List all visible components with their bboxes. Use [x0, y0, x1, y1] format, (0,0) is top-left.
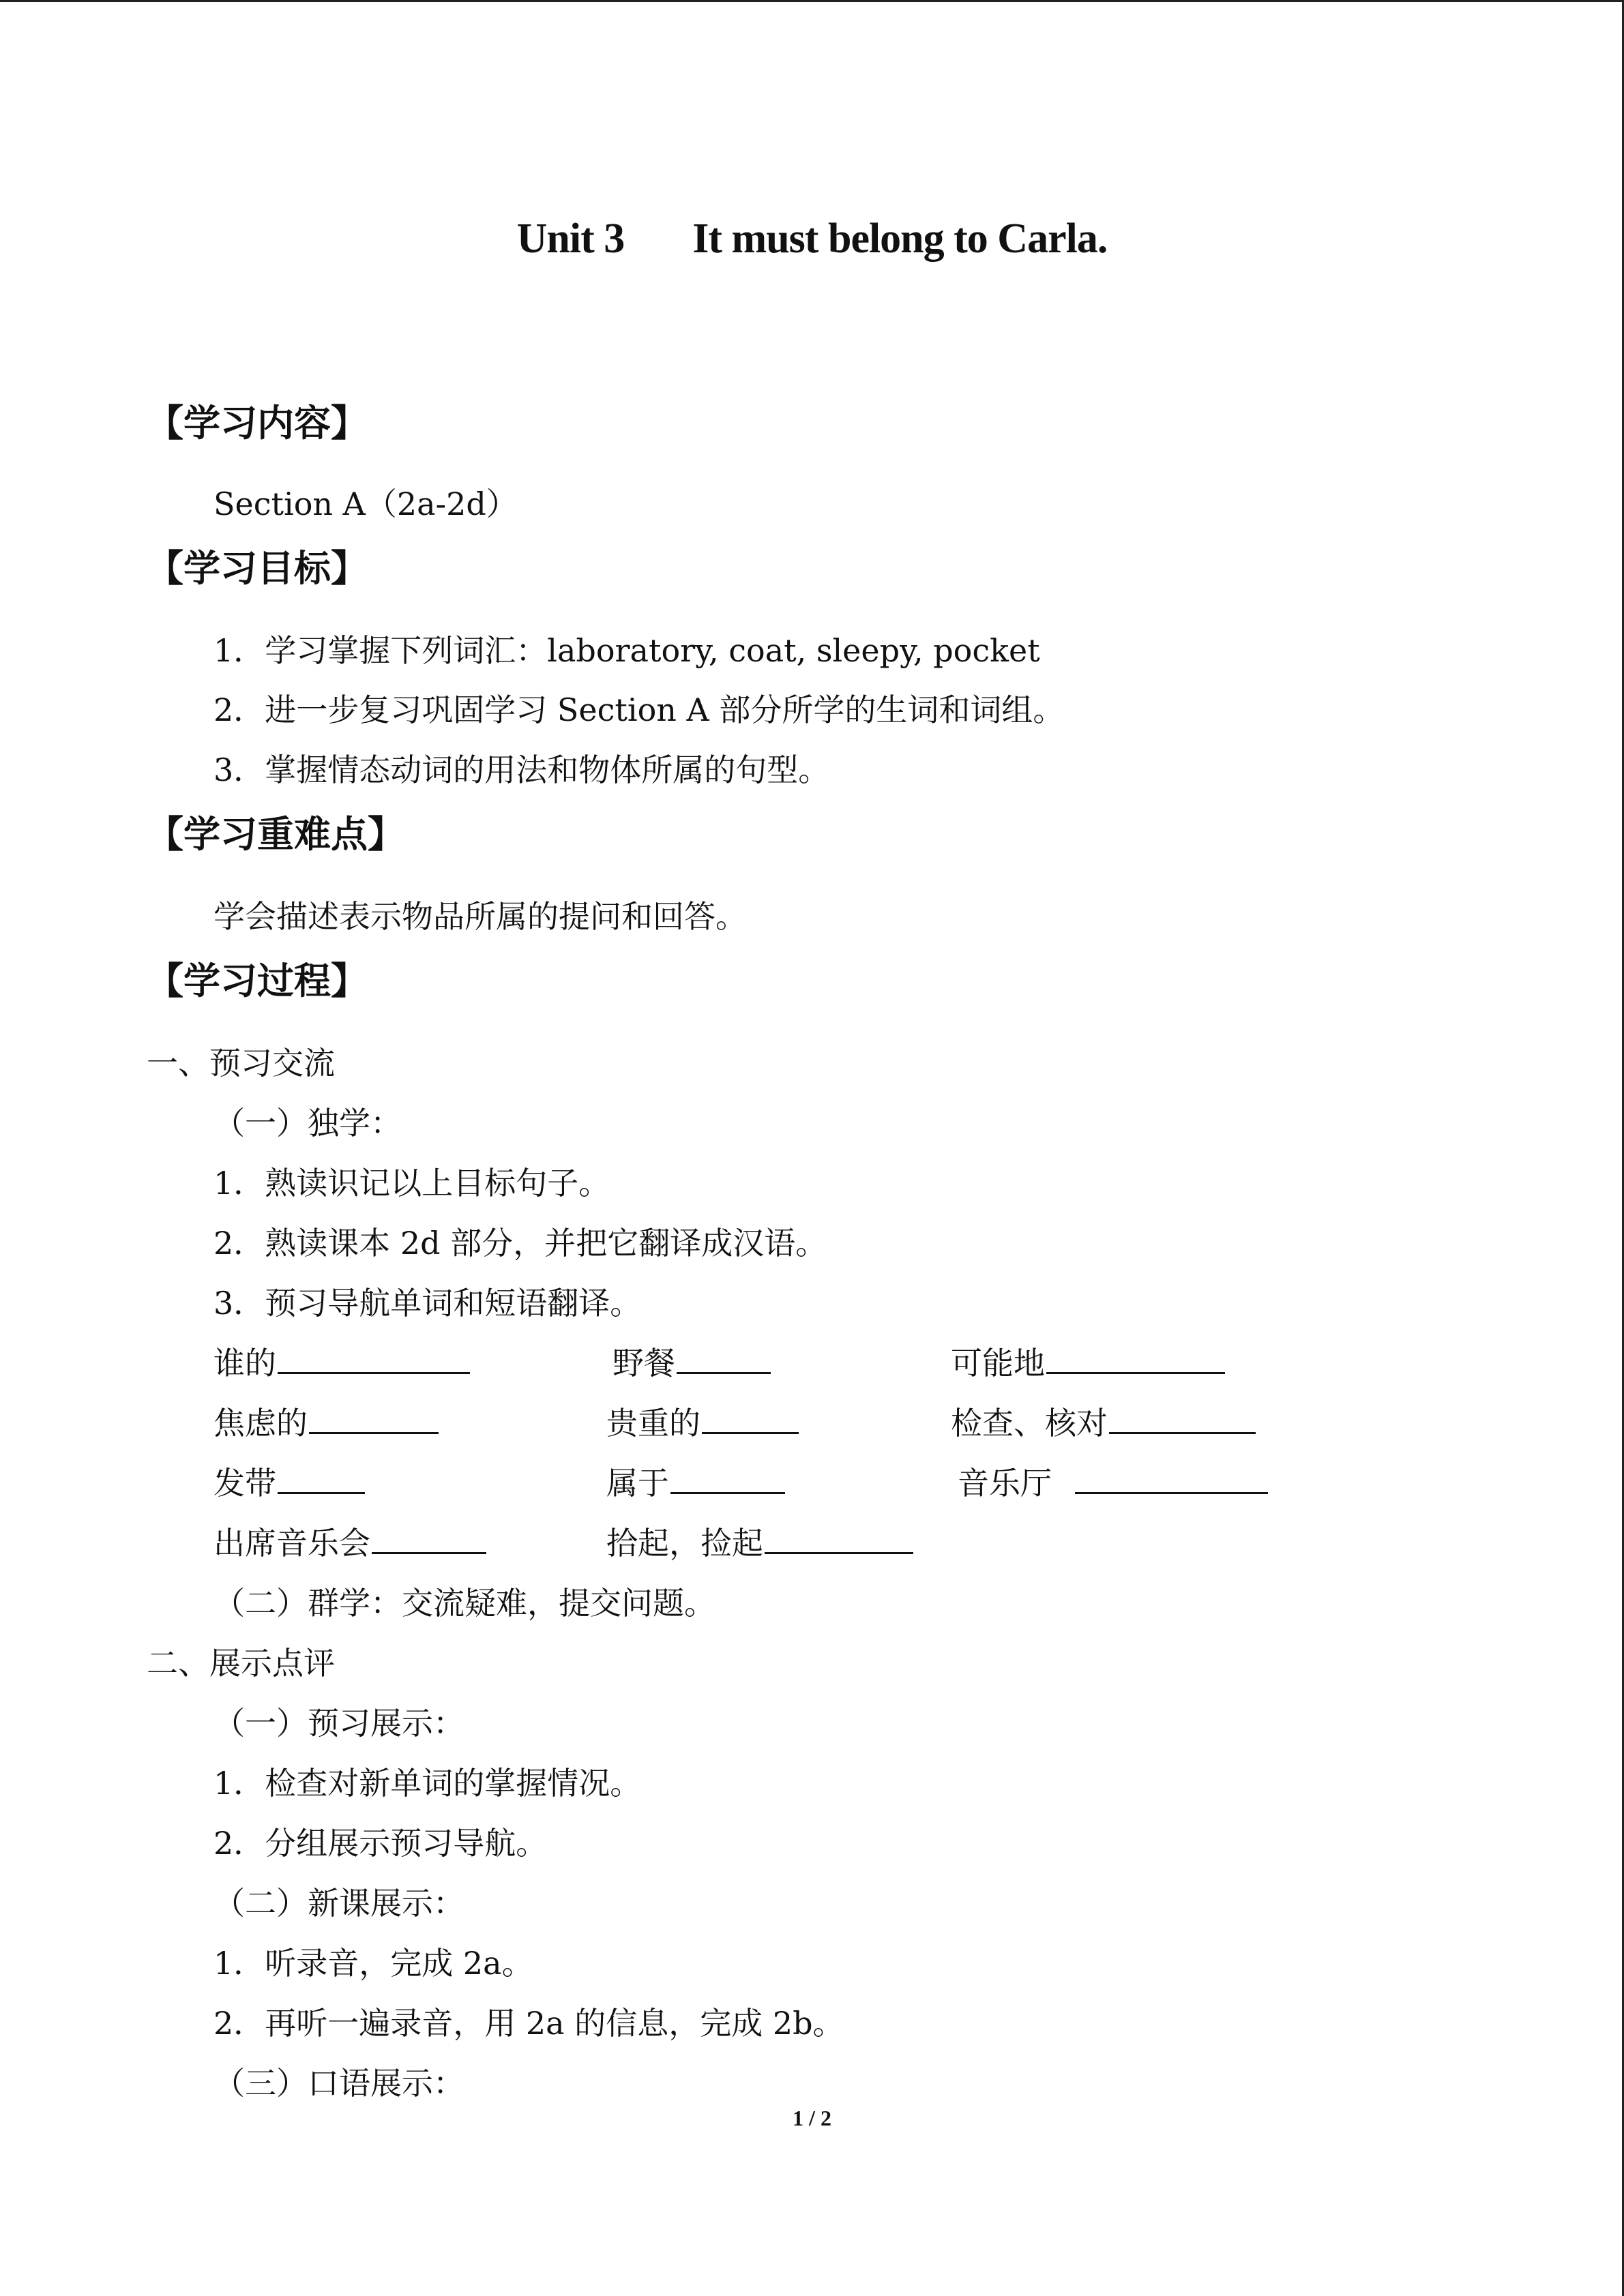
- part1-sub2: （二）群学：交流疑难，提交问题。: [213, 1585, 715, 1622]
- part2-sub1: （一）预习展示：: [213, 1705, 464, 1742]
- goal-item: 2．进一步复习巩固学习 Section A 部分所学的生词和词组。: [213, 691, 1065, 728]
- answer-blank[interactable]: [765, 1521, 913, 1554]
- vocab-word: 音乐厅: [958, 1465, 1052, 1502]
- vocab-item: [951, 1399, 1256, 1444]
- heading-key-points: 【学习重难点】: [147, 812, 404, 856]
- list-item: 1．检查对新单词的掌握情况。: [213, 1765, 642, 1802]
- answer-blank[interactable]: [372, 1521, 486, 1554]
- vocab-item: [213, 1399, 439, 1444]
- vocab-item: [213, 1519, 486, 1564]
- heading-learning-process: 【学习过程】: [147, 959, 368, 1002]
- learning-content-text: Section A（2a-2d）: [213, 486, 518, 522]
- vocab-word: 检查、核对: [951, 1405, 1108, 1442]
- vocab-word: 发带: [213, 1465, 276, 1502]
- list-item: 2．熟读课本 2d 部分，并把它翻译成汉语。: [213, 1225, 827, 1262]
- list-item: 1．听录音，完成 2a。: [213, 1945, 533, 1982]
- vocab-item: [951, 1339, 1225, 1384]
- vocab-item: [606, 1459, 785, 1504]
- list-item: 2．分组展示预习导航。: [213, 1825, 548, 1862]
- goal-item: 1．学习掌握下列词汇：laboratory, coat, sleepy, pocket: [213, 632, 1040, 669]
- list-item: 1．熟读识记以上目标句子。: [213, 1165, 610, 1202]
- answer-blank[interactable]: [1046, 1341, 1225, 1374]
- vocab-item: [213, 1339, 470, 1384]
- answer-blank[interactable]: [1075, 1461, 1268, 1494]
- answer-blank[interactable]: [1109, 1401, 1256, 1434]
- part1-title: 一、预习交流: [147, 1045, 335, 1082]
- vocab-word: 野餐: [612, 1345, 675, 1382]
- part1-sub1: （一）独学：: [213, 1105, 402, 1142]
- vocab-item: [606, 1519, 913, 1564]
- part2-title: 二、展示点评: [147, 1645, 335, 1682]
- vocab-word: 焦虑的: [213, 1405, 308, 1442]
- goal-item: 3．掌握情态动词的用法和物体所属的句型。: [213, 751, 830, 788]
- part2-sub2: （二）新课展示：: [213, 1885, 464, 1922]
- vocab-word: 贵重的: [606, 1405, 700, 1442]
- vocab-item: [606, 1399, 799, 1444]
- title-sentence: It must belong to Carla.: [692, 215, 1108, 262]
- page-title: [0, 215, 1624, 263]
- answer-blank[interactable]: [677, 1341, 771, 1374]
- heading-learning-content: 【学习内容】: [147, 401, 368, 445]
- list-item: 2．再听一遍录音，用 2a 的信息，完成 2b。: [213, 2005, 844, 2042]
- vocab-item: [213, 1459, 365, 1504]
- answer-blank[interactable]: [670, 1461, 785, 1494]
- answer-blank[interactable]: [309, 1401, 439, 1434]
- title-unit: Unit 3: [516, 215, 625, 262]
- answer-blank[interactable]: [702, 1401, 799, 1434]
- vocab-item: [958, 1459, 1268, 1504]
- page-number: 1 / 2: [793, 2106, 831, 2130]
- answer-blank[interactable]: [278, 1461, 365, 1494]
- part2-sub3: （三）口语展示：: [213, 2065, 464, 2102]
- answer-blank[interactable]: [278, 1341, 470, 1374]
- vocab-word: 可能地: [951, 1345, 1045, 1382]
- vocab-word: 拾起，捡起: [606, 1525, 763, 1562]
- heading-learning-goals: 【学习目标】: [147, 546, 368, 590]
- list-item: 3．预习导航单词和短语翻译。: [213, 1285, 642, 1322]
- vocab-item: [612, 1339, 771, 1384]
- vocab-word: 属于: [606, 1465, 669, 1502]
- key-points-text: 学会描述表示物品所属的提问和回答。: [213, 898, 747, 935]
- vocab-word: 出席音乐会: [213, 1525, 370, 1562]
- vocab-word: 谁的: [213, 1345, 276, 1382]
